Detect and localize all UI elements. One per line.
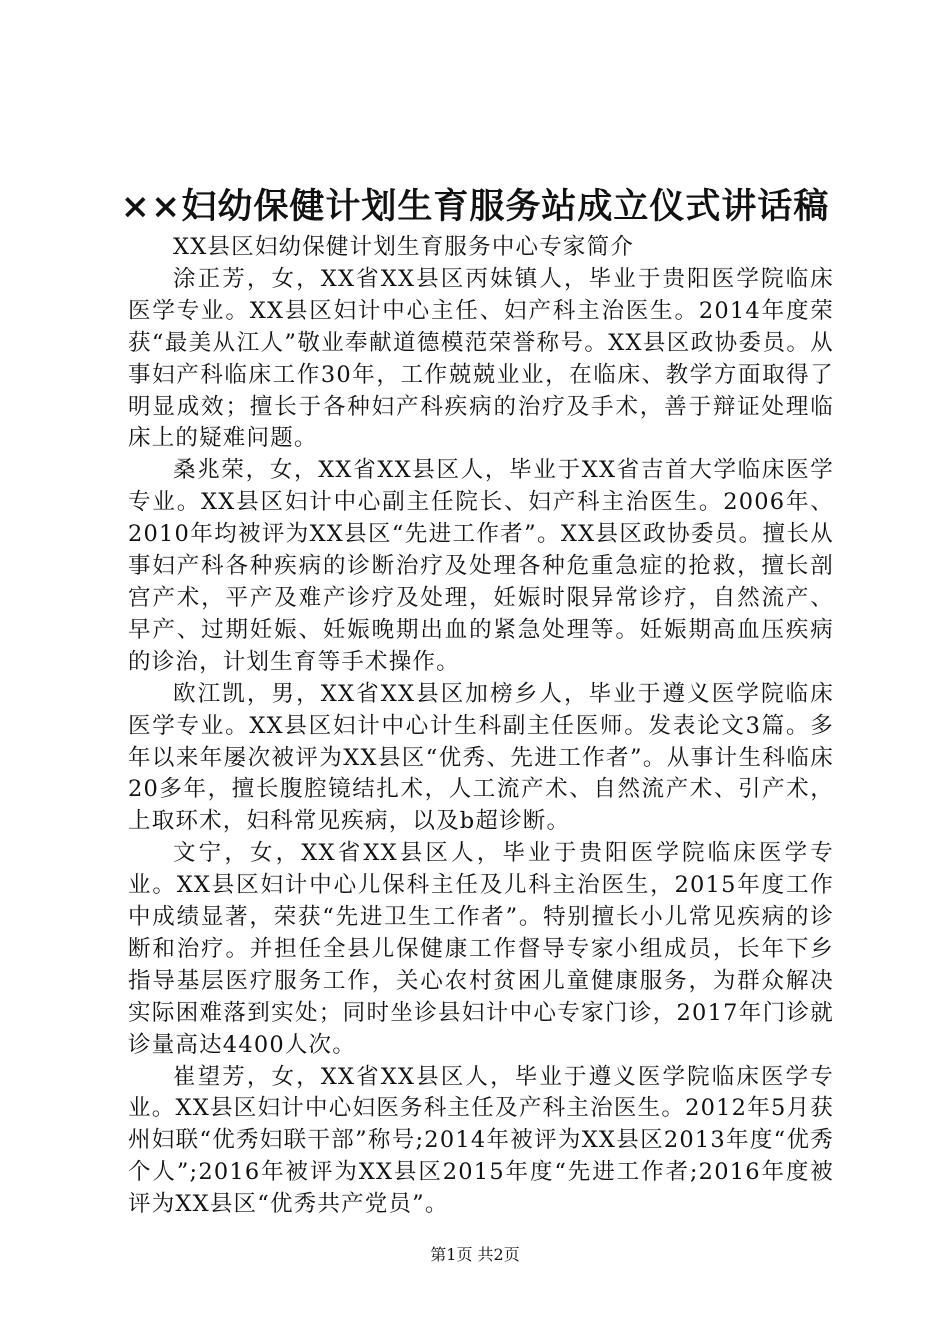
paragraph-expert-1: 涂正芳，女，XX省XX县区丙妹镇人，毕业于贵阳医学院临床医学专业。XX县区妇计中心主任、妇产科主治医生。2014年度荣获“最美从江人”敬业奉献道德模范荣誉称号。XX县区政协委员。从事妇产科临床工作30年，工作兢兢业业，在临床、教学方面取得了明显成效；擅长于各种妇产科疾病的治疗及手术，善于辩证处理临床上的疑难问题。 <box>128 265 834 452</box>
section-subtitle: XX县区妇幼保健计划生育服务中心专家简介 <box>173 234 635 260</box>
document-title: ××妇幼保健计划生育服务站成立仪式讲话稿 <box>120 186 830 227</box>
paragraph-expert-3: 欧江凯，男，XX省XX县区加榜乡人，毕业于遵义医学院临床医学专业。XX县区妇计中心计生科副主任医师。发表论文3篇。多年以来年屡次被评为XX县区“优秀、先进工作者”。从事计生科临床20多年，擅长腹腔镜结扎术，人工流产术、自然流产术、引产术，上取环术，妇科常见疾病，以及b超诊断。 <box>128 680 834 835</box>
document-body <box>128 232 834 1221</box>
paragraph-expert-5: 崔望芳，女，XX省XX县区人，毕业于遵义医学院临床医学专业。XX县区妇计中心妇医务科主任及产科主治医生。2012年5月获州妇联“优秀妇联干部”称号;2014年被评为XX县区2013年度“优秀个人”;2016年被评为XX县区2015年度“先进工作者;2016年度被评为XX县区“优秀共产党员”。 <box>128 1063 834 1218</box>
paragraph-expert-2: 桑兆荣，女，XX省XX县区人，毕业于XX省吉首大学临床医学专业。XX县区妇计中心副主任院长、妇产科主治医生。2006年、2010年均被评为XX县区“先进工作者”。XX县区政协委员。擅长从事妇产科各种疾病的诊断治疗及处理各种危重急症的抢救，擅长剖宫产术，平产及难产诊疗及处理，妊娠时限异常诊疗，自然流产、早产、过期妊娠、妊娠晚期出血的紧急处理等。妊娠期高血压疾病的诊治，计划生育等手术操作。 <box>128 457 834 675</box>
page-number-footer: 第1页 共2页 <box>430 1245 520 1264</box>
paragraph-expert-4: 文宁，女，XX省XX县区人，毕业于贵阳医学院临床医学专业。XX县区妇计中心儿保科主任及儿科主治医生，2015年度工作中成绩显著，荣获“先进卫生工作者”。特别擅长小儿常见疾病的诊断和治疗。并担任全县儿保健康工作督导专家小组成员，长年下乡指导基层医疗服务工作，关心农村贫困儿童健康服务，为群众解决实际困难落到实处；同时坐诊县妇计中心专家门诊，2017年门诊就诊量高达4400人次。 <box>128 840 834 1058</box>
